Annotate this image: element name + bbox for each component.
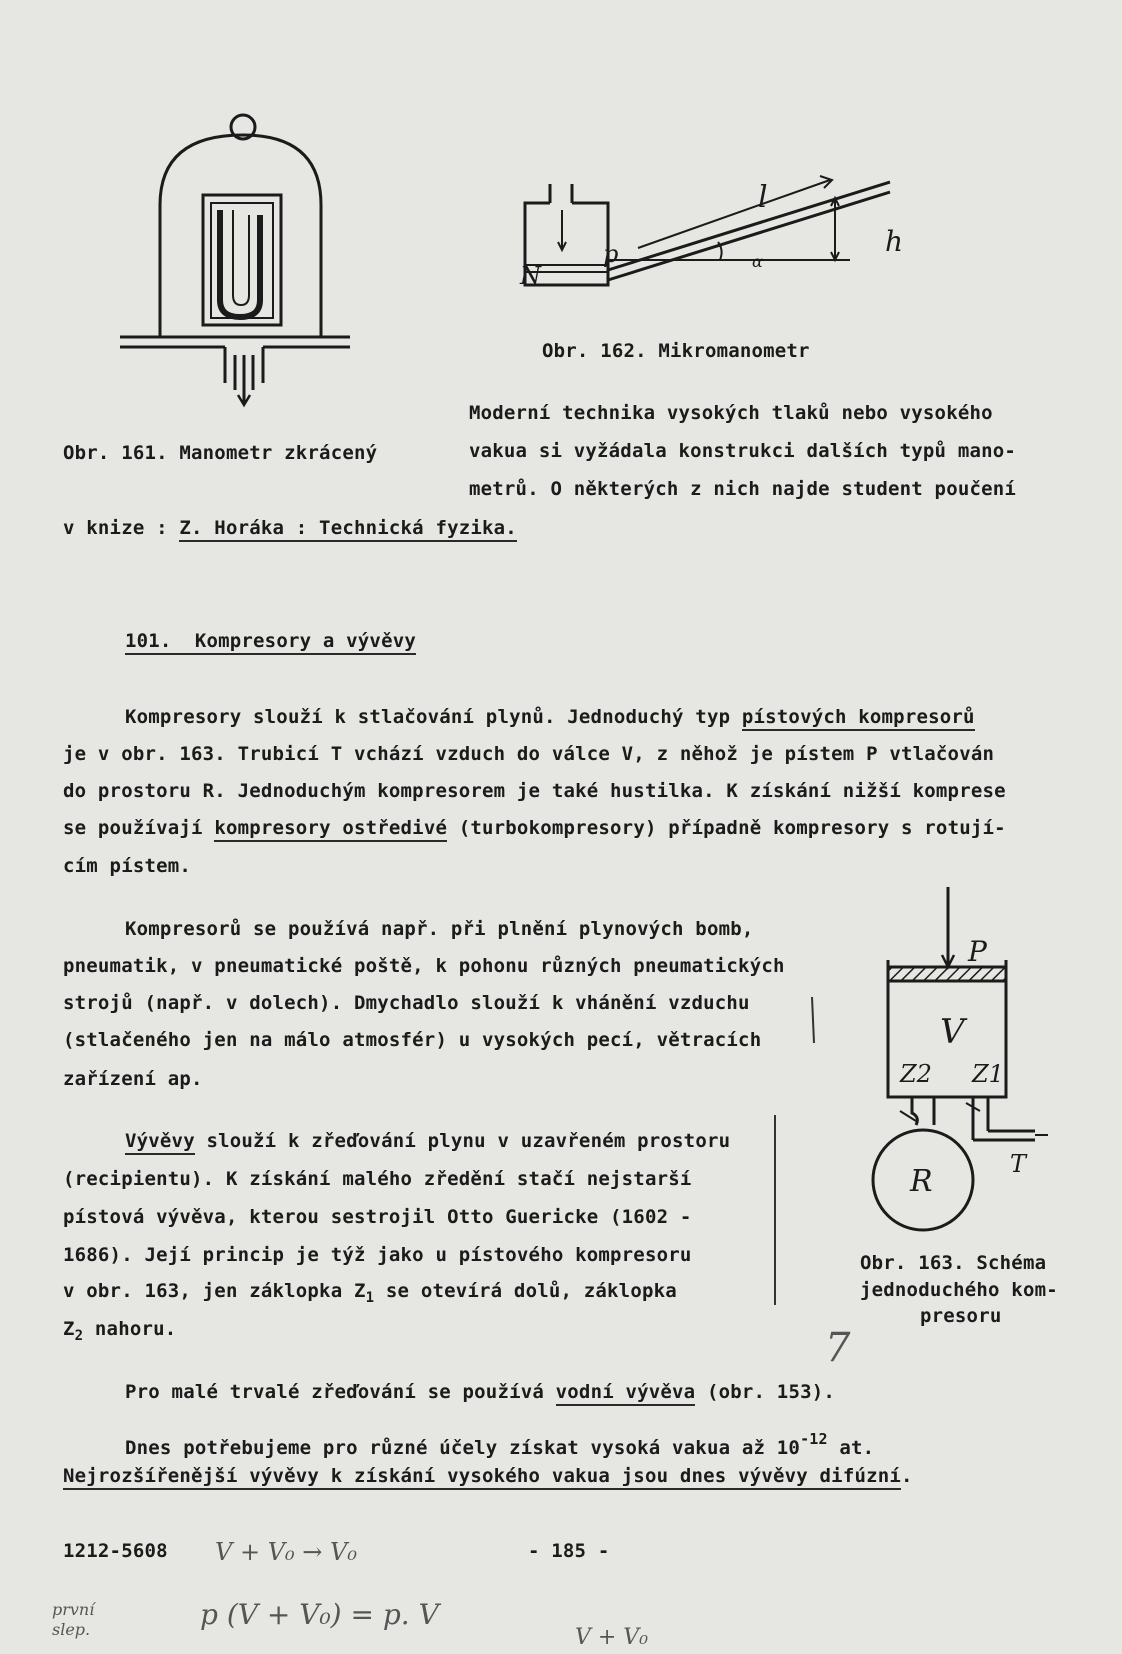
- p3-line-4: 1686). Její princip je týž jako u pístového kompresoru: [63, 1244, 692, 1266]
- p1-line-4-suffix: (turbokompresory) případně kompresory s rotují-: [447, 817, 1006, 839]
- fig162-label-n: N: [520, 262, 541, 290]
- p1-line-1: [125, 706, 975, 728]
- term-piston-compressors: pístových kompresorů: [742, 706, 975, 731]
- book-reference: Z. Horáka : Technická fyzika.: [179, 517, 517, 542]
- p5-line-1: [125, 1428, 874, 1459]
- handwritten-formula-2: p (V + V₀) = p. V: [200, 1598, 439, 1631]
- p5-line-2-a: Nejrozšířenější vývěvy k získání vysokého vakua jsou dnes: [63, 1465, 738, 1490]
- fig161-caption: Obr. 161. Manometr zkrácený: [63, 442, 378, 464]
- p3-line-6-b: nahoru.: [83, 1318, 177, 1340]
- term-centrifugal-compressors: kompresory ostředivé: [214, 817, 447, 842]
- margin-mark: [770, 1110, 780, 1310]
- p2-line-2: pneumatik, v pneumatické poště, k pohonu různých pneumatických: [63, 955, 785, 977]
- fig162-label-p: p: [603, 240, 619, 268]
- p3-line-2: (recipientu). K získání malého zředění stačí nejstarší: [63, 1168, 692, 1190]
- p1-line-5: cím pístem.: [63, 855, 192, 877]
- p3-line-5-b: se otevírá dolů, záklopka: [374, 1280, 677, 1302]
- fig163-label-r: R: [910, 1164, 933, 1199]
- p2-line-3: strojů (např. v dolech). Dmychadlo slouží k vhánění vzduchu: [63, 992, 750, 1014]
- fig162-label-l: l: [758, 180, 768, 215]
- fig162-caption: Obr. 162. Mikromanometr: [542, 340, 810, 362]
- p1-line-4-prefix: se používají: [63, 817, 215, 839]
- fig163-label-v: V: [940, 1012, 965, 1052]
- p3-line-6-a: Z: [63, 1318, 75, 1340]
- figure-162-micromanometer: [490, 170, 900, 300]
- p1-line-4: [63, 817, 1006, 839]
- p2-line-1: Kompresorů se používá např. při plnění plynových bomb,: [125, 918, 754, 940]
- fig162-label-alpha: α: [752, 252, 763, 271]
- handwritten-formula-3: V + V₀: [575, 1625, 649, 1650]
- term-diffusion-pumps: vývěvy difúzní: [738, 1465, 901, 1490]
- subscript-1: 1: [365, 1290, 375, 1306]
- p2-line-5: zařízení ap.: [63, 1068, 203, 1090]
- p5-line-2: [63, 1465, 913, 1487]
- fig163-caption-3: presoru: [920, 1305, 1002, 1327]
- figure-161-manometer: [115, 105, 355, 415]
- fig163-label-p: P: [968, 935, 987, 968]
- intro-line-3: metrů. O některých z nich najde student poučení: [469, 478, 1017, 500]
- p3-line-1: [125, 1130, 730, 1152]
- p5-line-1-b: at.: [827, 1437, 875, 1459]
- fig163-caption-2: jednoduchého kom-: [860, 1279, 1058, 1301]
- term-vacuum-pumps: Vývěvy: [125, 1130, 195, 1155]
- p4-text-c: (obr. 153).: [695, 1381, 835, 1403]
- intro-line-4-prefix: v knize :: [63, 517, 180, 539]
- p1-line-3: do prostoru R. Jednoduchým kompresorem je také hustilka. K získání nižší komprese: [63, 780, 1006, 802]
- handwritten-margin-note: první slep.: [52, 1600, 95, 1639]
- handwritten-formula-1: V + V₀ → V₀: [215, 1538, 357, 1566]
- fig163-label-t: T: [1010, 1150, 1027, 1178]
- p1-line-2: je v obr. 163. Trubicí T vchází vzduch do válce V, z něhož je pístem P vtlačován: [63, 743, 995, 765]
- p5-line-2-c: .: [901, 1465, 913, 1487]
- subscript-2: 2: [74, 1328, 84, 1344]
- intro-line-2: vakua si vyžádala konstrukci dalších typů mano-: [469, 440, 1017, 462]
- margin-tick: [808, 995, 820, 1045]
- intro-line-4: [63, 517, 517, 539]
- p3-line-5-a: v obr. 163, jen záklopka Z: [63, 1280, 366, 1302]
- section-number: 101.: [125, 630, 172, 652]
- fig162-label-h: h: [885, 225, 904, 258]
- exponent: -12: [800, 1430, 828, 1448]
- p3-line-3: pístová vývěva, kterou sestrojil Otto Guericke (1602 -: [63, 1206, 692, 1228]
- intro-line-1: Moderní technika vysokých tlaků nebo vysokého: [469, 402, 993, 424]
- p5-line-1-a: Dnes potřebujeme pro různé účely získat vysoká vakua až 10: [125, 1437, 801, 1459]
- p4-text-a: Pro malé trvalé zřeďování se používá: [125, 1381, 556, 1403]
- page-number: - 185 -: [528, 1540, 610, 1562]
- p2-line-4: (stlačeného jen na málo atmosfér) u vysokých pecí, větracích: [63, 1029, 762, 1051]
- p3-line-1-suffix: slouží k zřeďování plynu v uzavřeném prostoru: [194, 1130, 731, 1152]
- fig163-label-z2: Z2: [900, 1060, 932, 1088]
- handwritten-seven: 7: [825, 1325, 851, 1371]
- term-water-vacuum-pump: vodní vývěva: [556, 1381, 696, 1406]
- fig163-caption-1: Obr. 163. Schéma: [860, 1252, 1047, 1274]
- p3-line-5: [63, 1280, 677, 1309]
- p3-line-6: [63, 1318, 176, 1347]
- p4-line: [125, 1381, 835, 1403]
- fig163-label-z1: Z1: [972, 1060, 1004, 1088]
- footer-code: 1212-5608: [63, 1540, 168, 1562]
- section-heading: [125, 630, 416, 655]
- section-title: Kompresory a vývěvy: [194, 630, 416, 652]
- p1-line-1-text: Kompresory slouží k stlačování plynů. Jednoduchý typ: [125, 706, 742, 728]
